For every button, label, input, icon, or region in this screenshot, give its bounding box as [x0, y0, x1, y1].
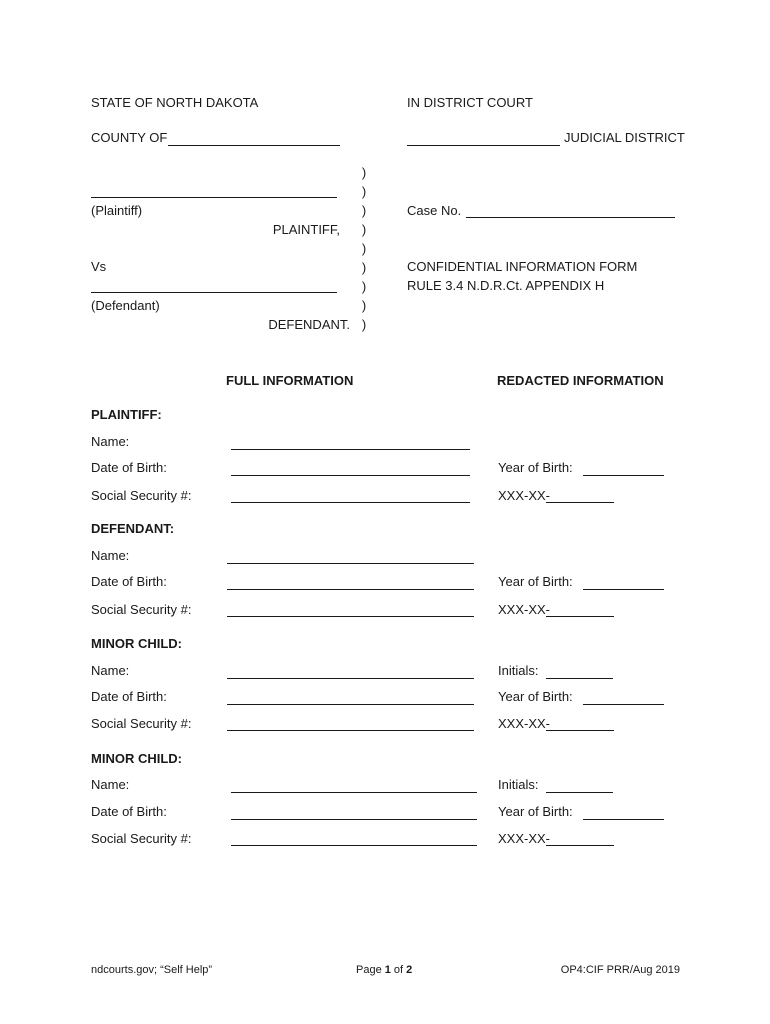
minor-child-1-ssn-field[interactable] — [227, 730, 474, 731]
defendant-name-field[interactable] — [91, 292, 337, 293]
county-label: COUNTY OF — [91, 130, 168, 145]
minor-child-1-dob-label: Date of Birth: — [91, 689, 167, 704]
minor-child-2-ssn-last4-field[interactable] — [546, 845, 614, 846]
plaintiff-year-of-birth-field[interactable] — [583, 475, 664, 476]
minor-child-1-full-name-field[interactable] — [227, 678, 474, 679]
footer-source: ndcourts.gov; “Self Help” — [91, 964, 213, 976]
minor-child-2-year-of-birth-field[interactable] — [583, 819, 664, 820]
defendant-ssn-redacted-label: XXX-XX- — [498, 602, 551, 617]
plaintiff-ssn-redacted-label: XXX-XX- — [498, 488, 551, 503]
caption-paren: ) — [361, 203, 367, 218]
plaintiff-paren-label: (Plaintiff) — [91, 203, 143, 218]
minor-child-2-ssn-field[interactable] — [231, 845, 477, 846]
page-of: of — [390, 964, 407, 976]
minor-child-2-full-name-field[interactable] — [231, 792, 477, 793]
state-heading: STATE OF NORTH DAKOTA — [91, 95, 259, 110]
defendant-ssn-label: Social Security #: — [91, 602, 192, 617]
caption-paren: ) — [361, 260, 367, 275]
defendant-year-of-birth-field[interactable] — [583, 589, 664, 590]
minor-child-2-ssn-redacted-label: XXX-XX- — [498, 831, 551, 846]
minor-child-1-year-of-birth-label: Year of Birth: — [498, 689, 573, 704]
case-number-field[interactable] — [466, 217, 675, 218]
minor-child-2-year-of-birth-label: Year of Birth: — [498, 804, 573, 819]
plaintiff-full-name-field[interactable] — [231, 449, 470, 450]
plaintiff-year-of-birth-label: Year of Birth: — [498, 460, 573, 475]
footer-form-code: OP4:CIF PRR/Aug 2019 — [560, 964, 680, 976]
minor-child-1-name-label: Name: — [91, 663, 130, 678]
plaintiff-ssn-field[interactable] — [231, 502, 470, 503]
plaintiff-role-label: PLAINTIFF, — [272, 222, 340, 237]
minor-child-1-ssn-last4-field[interactable] — [546, 730, 614, 731]
defendant-section-heading: DEFENDANT: — [91, 521, 175, 536]
minor-child-2-initials-label: Initials: — [498, 777, 539, 792]
caption-paren: ) — [361, 298, 367, 313]
plaintiff-dob-label: Date of Birth: — [91, 460, 167, 475]
footer-page-number — [356, 962, 412, 978]
judicial-district-label: JUDICIAL DISTRICT — [564, 130, 685, 145]
minor-child-2-dob-label: Date of Birth: — [91, 804, 167, 819]
plaintiff-name-field[interactable] — [91, 197, 337, 198]
minor-child-2-initials-field[interactable] — [546, 792, 613, 793]
minor-child-1-section-heading: MINOR CHILD: — [91, 636, 182, 651]
defendant-ssn-field[interactable] — [227, 616, 474, 617]
minor-child-2-ssn-label: Social Security #: — [91, 831, 192, 846]
minor-child-1-initials-label: Initials: — [498, 663, 539, 678]
redacted-information-heading: REDACTED INFORMATION — [497, 373, 664, 388]
defendant-name-label: Name: — [91, 548, 130, 563]
defendant-dob-label: Date of Birth: — [91, 574, 167, 589]
page-prefix: Page — [356, 964, 385, 976]
caption-paren: ) — [361, 241, 367, 256]
caption-paren: ) — [361, 222, 367, 237]
plaintiff-ssn-label: Social Security #: — [91, 488, 192, 503]
minor-child-1-initials-field[interactable] — [546, 678, 613, 679]
caption-paren: ) — [361, 184, 367, 199]
plaintiff-name-label: Name: — [91, 434, 130, 449]
caption-paren: ) — [361, 317, 367, 332]
caption-paren: ) — [361, 279, 367, 294]
minor-child-2-section-heading: MINOR CHILD: — [91, 751, 182, 766]
full-information-heading: FULL INFORMATION — [226, 373, 354, 388]
page-current: 1 — [384, 964, 391, 976]
plaintiff-section-heading: PLAINTIFF: — [91, 407, 162, 422]
judicial-district-field[interactable] — [407, 145, 560, 146]
versus-label: Vs — [91, 259, 107, 274]
minor-child-1-ssn-label: Social Security #: — [91, 716, 192, 731]
county-field[interactable] — [168, 145, 340, 146]
defendant-ssn-last4-field[interactable] — [546, 616, 614, 617]
minor-child-2-name-label: Name: — [91, 777, 130, 792]
minor-child-1-year-of-birth-field[interactable] — [583, 704, 664, 705]
defendant-year-of-birth-label: Year of Birth: — [498, 574, 573, 589]
minor-child-1-ssn-redacted-label: XXX-XX- — [498, 716, 551, 731]
form-rule: RULE 3.4 N.D.R.Ct. APPENDIX H — [407, 278, 605, 293]
defendant-role-label: DEFENDANT. — [268, 317, 350, 332]
minor-child-2-dob-field[interactable] — [231, 819, 477, 820]
plaintiff-ssn-last4-field[interactable] — [546, 502, 614, 503]
plaintiff-dob-field[interactable] — [231, 475, 470, 476]
case-number-label: Case No. — [407, 203, 462, 218]
minor-child-1-dob-field[interactable] — [227, 704, 474, 705]
form-title: CONFIDENTIAL INFORMATION FORM — [407, 259, 638, 274]
defendant-paren-label: (Defendant) — [91, 298, 160, 313]
page-total: 2 — [406, 964, 413, 976]
caption-paren: ) — [361, 165, 367, 180]
defendant-full-name-field[interactable] — [227, 563, 474, 564]
defendant-dob-field[interactable] — [227, 589, 474, 590]
court-heading: IN DISTRICT COURT — [407, 95, 533, 110]
